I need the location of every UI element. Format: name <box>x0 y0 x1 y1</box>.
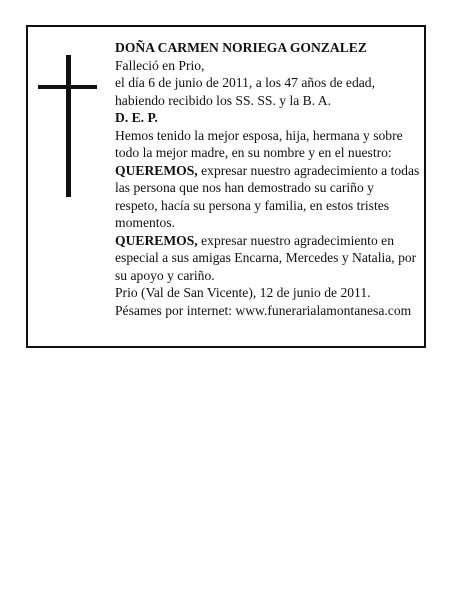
sacraments: habiendo recibido los SS. SS. y la B. A. <box>115 92 331 108</box>
thanks-paragraph-1 <box>115 162 420 232</box>
cross-icon-crossbar <box>38 85 97 89</box>
thanks-text-2: expresar nuestro agradecimiento en especial a sus amigas Encarna, Mercedes y Natalia, por su apoyo y cariño. <box>115 232 417 283</box>
obituary-notice <box>26 25 426 348</box>
death-place: Falleció en Prio, <box>115 57 205 73</box>
death-date: el día 6 de junio de 2011, a los 47 años de edad, <box>115 75 375 90</box>
thanks-paragraph-2 <box>115 232 420 285</box>
cross-icon <box>66 55 71 197</box>
condolences-website: Pésames por internet: www.funerarialamontanesa.com <box>115 302 412 318</box>
thanks-lead-2: QUEREMOS, <box>115 232 198 248</box>
thanks-lead-1: QUEREMOS, <box>115 162 198 178</box>
thanks-text-1: expresar nuestro agradecimiento a todas las persona que nos han demostrado su cariño y respeto, hacía su persona y familia, en estos tristes momentos. <box>115 162 420 230</box>
place-and-date: Prio (Val de San Vicente), 12 de junio de 2011. <box>115 285 371 300</box>
obituary-text <box>115 39 420 319</box>
family-message: Hemos tenido la mejor esposa, hija, hermana y sobre todo la mejor madre, en su nombre y en el nuestro: <box>115 127 403 160</box>
deceased-name: DOÑA CARMEN NORIEGA GONZALEZ <box>115 40 367 55</box>
rip-text: D. E. P. <box>115 110 158 125</box>
